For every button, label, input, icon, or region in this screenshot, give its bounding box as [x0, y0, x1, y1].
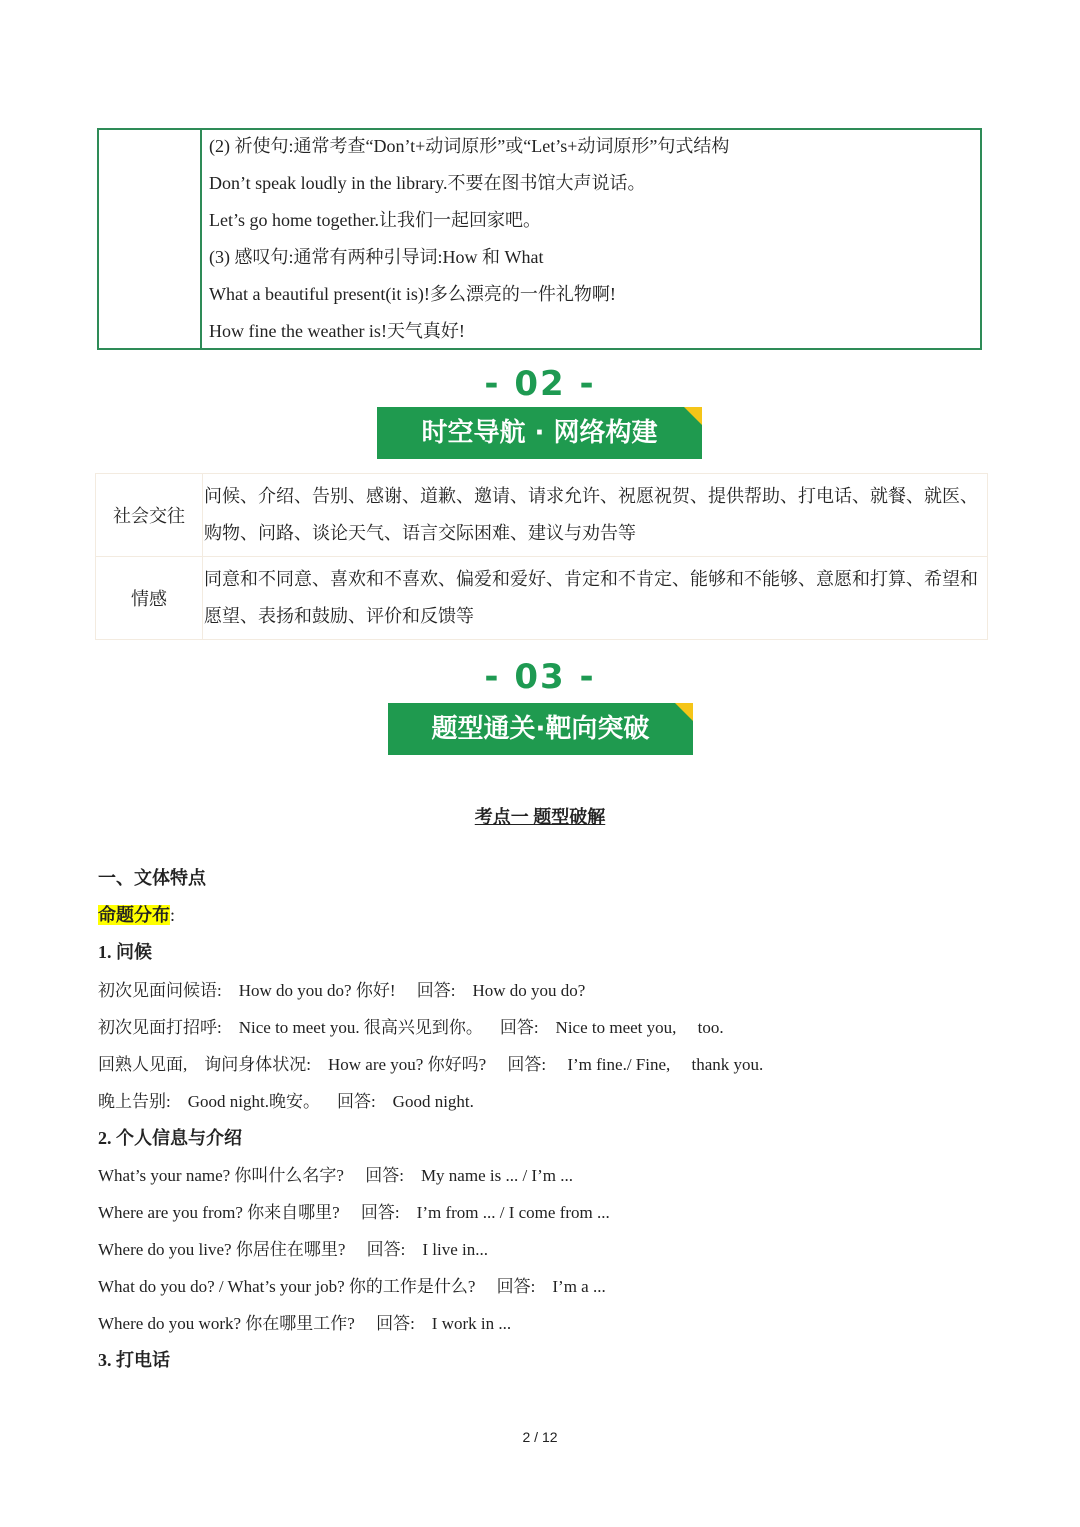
scope-label: 社会交往: [96, 474, 203, 556]
greeting-line: 初次见面问候语: How do you do? 你好! 回答: How do you do?: [98, 981, 586, 1000]
section-banner: [377, 407, 702, 459]
scope-label: 情感: [96, 557, 203, 639]
highlight-colon: :: [170, 905, 176, 925]
highlight-line: [98, 901, 175, 927]
scope-table: [95, 473, 988, 640]
grammar-line: (3) 感叹句:通常有两种引导词:How 和 What: [209, 247, 544, 267]
scope-row: [96, 557, 987, 639]
grammar-table-left-cell: [99, 130, 202, 348]
info-line: What’s your name? 你叫什么名字? 回答: My name is ... / I’m ...: [98, 1166, 573, 1185]
section-number: - 03 -: [484, 657, 596, 697]
info-line: Where are you from? 你来自哪里? 回答: I’m from ... / I come from ...: [98, 1203, 610, 1222]
grammar-line: Don’t speak loudly in the library.不要在图书馆大声说话。: [209, 173, 646, 193]
greeting-line: 晚上告别: Good night.晚安。 回答: Good night.: [98, 1092, 474, 1111]
grammar-line: What a beautiful present(it is)!多么漂亮的一件礼物啊!: [209, 284, 616, 304]
section-banner-text: 时空导航 · 网络构建: [421, 418, 658, 448]
scope-text: 问候、介绍、告别、感谢、道歉、邀请、请求允许、祝愿祝贺、提供帮助、打电话、就餐、就医、购物、问路、谈论天气、语言交际困难、建议与劝告等: [204, 486, 978, 543]
info-line: Where do you work? 你在哪里工作? 回答: I work in ...: [98, 1314, 512, 1333]
section-banner-text: 题型通关·靶向突破: [431, 714, 650, 744]
page-number: 2 / 12: [522, 1429, 558, 1445]
section-banner: [388, 703, 693, 755]
subheading: 2. 个人信息与介绍: [98, 1128, 242, 1148]
heading: 一、文体特点: [98, 868, 206, 888]
highlight-label: 命题分布: [98, 905, 170, 925]
section-number: - 02 -: [484, 364, 596, 404]
greeting-line: 回熟人见面, 询问身体状况: How are you? 你好吗? 回答: I’m fine./ Fine, thank you.: [98, 1055, 764, 1074]
greeting-line: 初次见面打招呼: Nice to meet you. 很高兴见到你。 回答: Nice to meet you, too.: [98, 1018, 724, 1037]
scope-text: 同意和不同意、喜欢和不喜欢、偏爱和爱好、肯定和不肯定、能够和不能够、意愿和打算、希望和愿望、表扬和鼓励、评价和反馈等: [204, 569, 978, 626]
banner-corner-decoration: [675, 703, 693, 721]
kaodian-title: 考点一 题型破解: [474, 807, 606, 827]
scope-row: [96, 474, 987, 557]
banner-corner-decoration: [684, 407, 702, 425]
grammar-table: [97, 128, 982, 350]
info-line: What do you do? / What’s your job? 你的工作是什么? 回答: I’m a ...: [98, 1277, 606, 1296]
info-line: Where do you live? 你居住在哪里? 回答: I live in...: [98, 1240, 488, 1259]
subheading: 3. 打电话: [98, 1350, 170, 1370]
grammar-line: Let’s go home together.让我们一起回家吧。: [209, 210, 541, 230]
grammar-line: (2) 祈使句:通常考查“Don’t+动词原形”或“Let’s+动词原形”句式结构: [209, 136, 730, 156]
grammar-line: How fine the weather is!天气真好!: [209, 321, 465, 341]
subheading: 1. 问候: [98, 942, 152, 962]
